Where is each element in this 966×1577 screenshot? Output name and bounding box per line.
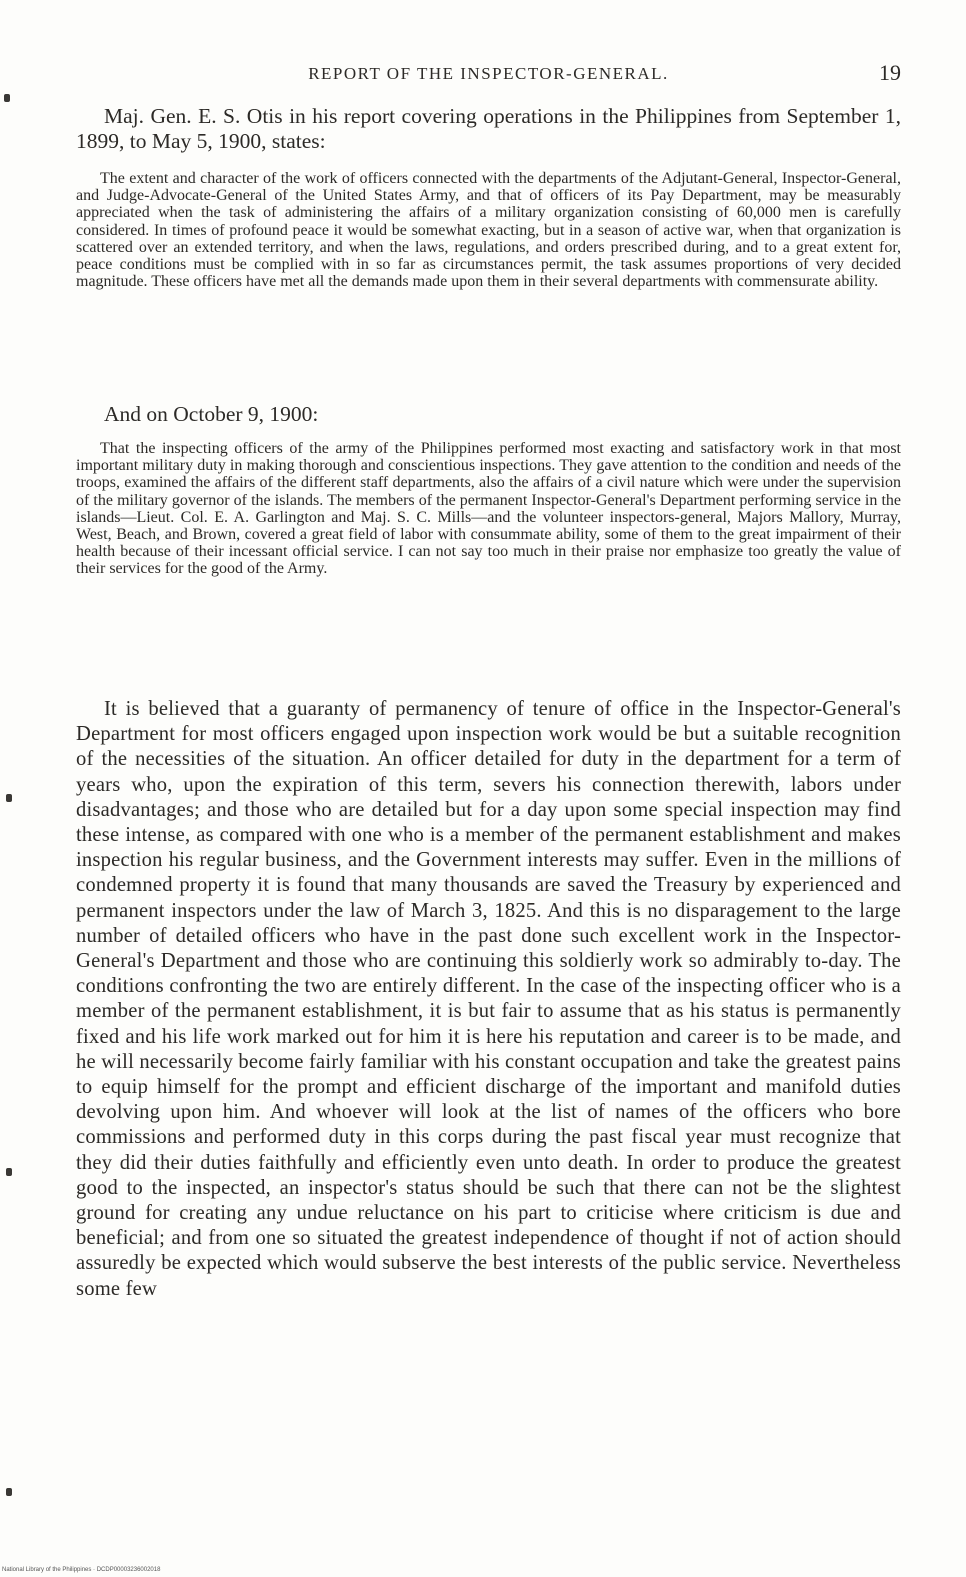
margin-mark — [6, 794, 12, 802]
body-paragraph: It is believed that a guaranty of permanency of tenure of office in the Inspector-General's Department for most officers engaged upon inspection work would be but a suitable recognition of the necessities of the situation. An officer detailed for duty in the department for a term of years who, upon the expiration of this term, severs his connection therewith, labors under disadvantages; and those who are detailed but for a day upon some special inspection may find these intense, as compared with one who is a member of the permanent establishment and makes inspection his regular business, and the Government interests may suffer. Even in the millions of condemned property it is found that many thousands are saved the Treasury by experienced and permanent inspectors under the law of March 3, 1825. And this is no disparagement to the large number of detailed officers who have in the past done such excellent work in the Inspector-General's Department and those who are continuing this soldierly work so admirably to-day. The conditions confronting the two are entirely different. In the case of the inspecting officer who is a member of the permanent establishment, it is but fair to assume that as his status is permanently fixed and his life work marked out for him it is here his reputation and career is to be made, and he will necessarily become fairly familiar with his constant occupation and take the greatest pains to equip himself for the prompt and efficient discharge of the important and manifold duties devolving upon him. And whoever will look at the list of names of the officers who bore commissions and performed duty in this corps during the past fiscal year must recognize that they did their duties faithfully and efficiently even unto death. In order to produce the greatest good to the inspected, an inspector's status should be such that there can not be the slightest ground for creating any undue reluctance on his part to criticise where criticism is due and beneficial; and from one so situated the greatest independence of thought if not of action should assuredly be expected which would subserve the best interests of the public service. Nevertheless some few — [76, 698, 901, 1300]
page-header — [76, 60, 901, 86]
quote-block-2 — [76, 440, 901, 578]
margin-mark — [6, 1488, 12, 1496]
margin-mark — [6, 1168, 12, 1176]
margin-mark — [4, 94, 10, 102]
quote-block-1 — [76, 170, 901, 290]
intro-block — [76, 104, 901, 154]
intro-block-2 — [76, 402, 901, 427]
footer-credit: National Library of the Philippines · DCDP00003236002018 — [2, 1567, 161, 1573]
body-block — [76, 697, 901, 1302]
intro-paragraph: Maj. Gen. E. S. Otis in his report covering operations in the Philippines from September 1, 1899, to May 5, 1900, states: — [76, 104, 901, 153]
quote-paragraph-1: The extent and character of the work of officers connected with the departments of the Adjutant-General, Inspector-General, and Judge-Advocate-General of the United States Army, and that of officers of its Pay Department, may be measurably appreciated when the task of administering the affairs of a military organization consisting of 60,000 men is carefully considered. In times of profound peace it would be somewhat exacting, but in a season of active war, when that organization is scattered over an extended territory, and when the laws, regulations, and orders prescribed during, and to a great extent for, peace conditions must be complied with in so far as circumstances permit, the task assumes proportions of very decided magnitude. These officers have met all the demands made upon them in their several departments with commensurate ability. — [76, 170, 901, 291]
intro-paragraph-2: And on October 9, 1900: — [104, 402, 319, 426]
running-head: REPORT OF THE INSPECTOR-GENERAL. — [308, 64, 669, 83]
quote-paragraph-2: That the inspecting officers of the army of the Philippines performed most exacting and satisfactory work in that most important military duty in making thorough and conscientious inspections. They gave attention to the condition and needs of the troops, examined the affairs of the different staff departments, also the affairs of a civil nature which were under the supervision of the military governor of the islands. The members of the permanent Inspector-General's Department performing service in the islands—Lieut. Col. E. A. Garlington and Maj. S. C. Mills—and the volunteer inspectors-general, Majors Mallory, Murray, West, Beach, and Brown, covered a great field of labor with consummate ability, some of them to the great impairment of their health because of their incessant official service. I can not say too much in their praise nor emphasize too greatly the value of their services for the good of the Army. — [76, 440, 901, 578]
page-number: 19 — [879, 60, 901, 85]
